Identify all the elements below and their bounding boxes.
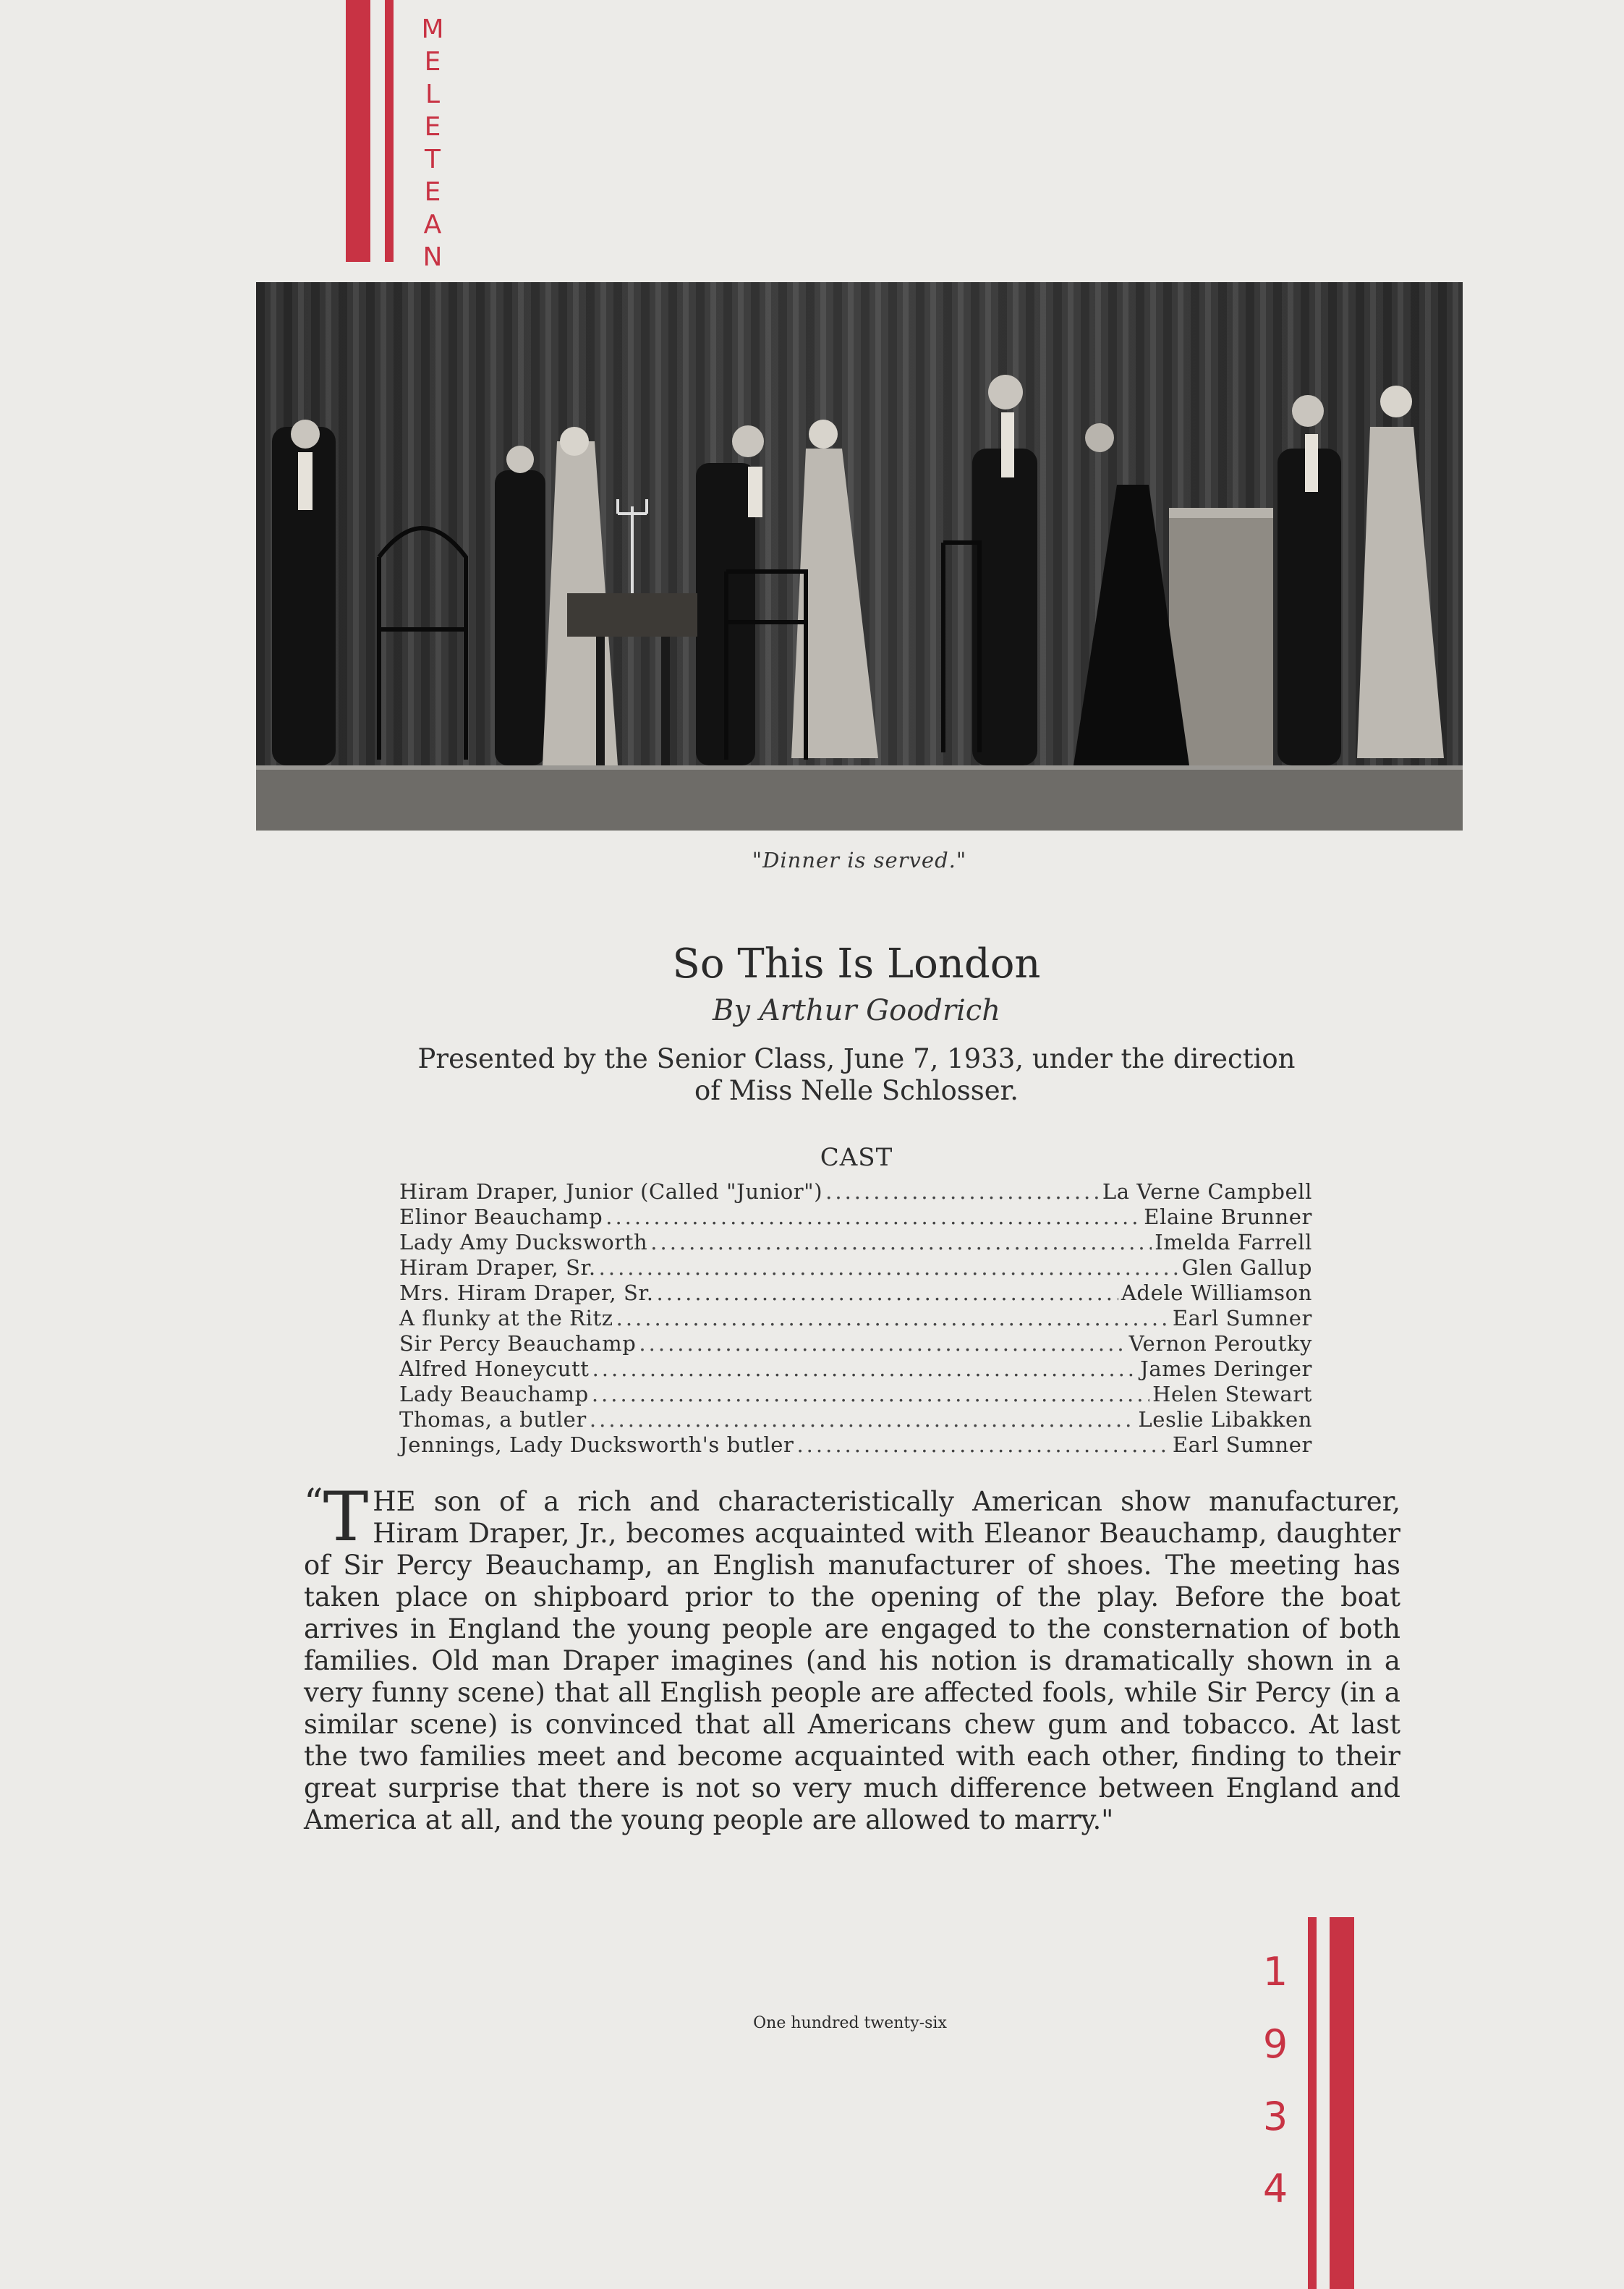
cast-row — [399, 1306, 1312, 1331]
cast-role: Hiram Draper, Sr. — [399, 1255, 596, 1280]
synopsis-text: HE son of a rich and characteristically American show manufacturer, Hiram Draper, Jr., becomes acquainted with Eleanor Beauchamp, daughter of Sir Percy Beauchamp, an English manufacturer of shoes. The meeting has taken place on shipboard prior to the opening of the play. Before the boat arrives in England the young people are engaged to the consternation of both families. Old man Draper imagines (and his notion is dramatically shown in a very funny scene) that all English people are affected fools, while Sir Percy (in a similar scene) is convinced that all Americans chew gum and tobacco. At last the two families meet and become acquainted with each other, finding to their great surprise that there is not so very much difference between England and America at all, and the young people are allowed to marry." — [304, 1486, 1400, 1835]
cast-actor: Earl Sumner — [1172, 1432, 1312, 1457]
drop-cap-letter: T — [323, 1478, 369, 1557]
leader-dots — [599, 1255, 1179, 1281]
year-digit: 9 — [1262, 2021, 1288, 2067]
leader-dots — [616, 1306, 1170, 1331]
leader-dots — [605, 1205, 1141, 1230]
cast-actor: Imelda Farrell — [1155, 1230, 1312, 1254]
vertical-year — [1257, 1936, 1293, 2225]
red-bar-bottom-right-thick — [1330, 1917, 1354, 2289]
year-digit: 4 — [1262, 2166, 1288, 2212]
cast-role: Hiram Draper, Junior (Called "Junior") — [399, 1179, 823, 1204]
vertical-letter: M — [421, 14, 444, 44]
photo-caption: "Dinner is served." — [752, 848, 967, 872]
cast-role: Sir Percy Beauchamp — [399, 1331, 637, 1356]
vertical-letter: T — [425, 145, 441, 174]
synopsis-paragraph — [304, 1478, 1400, 1836]
year-digit: 3 — [1262, 2094, 1288, 2139]
cast-row — [399, 1432, 1312, 1458]
vertical-letter: N — [422, 242, 443, 272]
cast-actor: Helen Stewart — [1152, 1382, 1312, 1406]
cast-row — [399, 1230, 1312, 1255]
red-bar-bottom-right-thin — [1308, 1917, 1317, 2289]
play-title: So This Is London — [672, 940, 1041, 988]
drop-cap — [304, 1478, 369, 1557]
cast-actor: Earl Sumner — [1172, 1306, 1312, 1330]
cast-heading: CAST — [820, 1143, 893, 1172]
cast-row — [399, 1331, 1312, 1356]
leader-dots — [639, 1331, 1126, 1356]
cast-row — [399, 1179, 1312, 1205]
leader-dots — [592, 1382, 1149, 1407]
vertical-title-meletean — [418, 13, 447, 273]
cast-row — [399, 1407, 1312, 1432]
leader-dots — [592, 1356, 1138, 1382]
cast-role: A flunky at the Ritz — [399, 1306, 613, 1330]
cast-role: Elinor Beauchamp — [399, 1205, 603, 1229]
cast-list — [399, 1179, 1312, 1458]
play-byline: By Arthur Goodrich — [713, 994, 1000, 1027]
leader-dots — [796, 1432, 1169, 1458]
cast-actor: La Verne Campbell — [1102, 1179, 1312, 1204]
presented-by: Presented by the Senior Class, June 7, 1933, under the direction of Miss Nelle Schlosser. — [417, 1043, 1296, 1106]
cast-role: Mrs. Hiram Draper, Sr. — [399, 1281, 654, 1305]
cast-actor: Adele Williamson — [1121, 1281, 1312, 1305]
cast-role: Lady Beauchamp — [399, 1382, 589, 1406]
leader-dots — [657, 1281, 1118, 1306]
page-number-label: One hundred twenty-six — [753, 2014, 947, 2032]
cast-actor: Vernon Peroutky — [1128, 1331, 1312, 1356]
cast-actor: Glen Gallup — [1181, 1255, 1312, 1280]
leader-dots — [650, 1230, 1152, 1255]
cast-role: Jennings, Lady Ducksworth's butler — [399, 1432, 794, 1457]
cast-row — [399, 1356, 1312, 1382]
red-bar-top-left-thick — [346, 0, 370, 262]
leader-dots — [825, 1179, 1100, 1205]
vertical-letter: E — [424, 112, 441, 142]
cast-role: Thomas, a butler — [399, 1407, 587, 1432]
cast-actor: James Deringer — [1140, 1356, 1312, 1381]
cast-row — [399, 1281, 1312, 1306]
cast-role: Alfred Honeycutt — [399, 1356, 590, 1381]
cast-actor: Leslie Libakken — [1138, 1407, 1312, 1432]
red-bar-top-left-thin — [385, 0, 394, 262]
cast-row — [399, 1255, 1312, 1281]
vertical-letter: A — [423, 210, 442, 239]
year-digit: 1 — [1262, 1949, 1288, 1995]
stage-photograph — [256, 282, 1463, 831]
cast-row — [399, 1382, 1312, 1407]
open-quote: “ — [304, 1482, 323, 1525]
cast-actor: Elaine Brunner — [1144, 1205, 1312, 1229]
vertical-letter: E — [424, 177, 441, 207]
cast-row — [399, 1205, 1312, 1230]
vertical-letter: L — [425, 80, 441, 109]
leader-dots — [590, 1407, 1136, 1432]
vertical-letter: E — [424, 47, 441, 77]
cast-role: Lady Amy Ducksworth — [399, 1230, 648, 1254]
stage-scene-illustration — [256, 282, 1463, 831]
